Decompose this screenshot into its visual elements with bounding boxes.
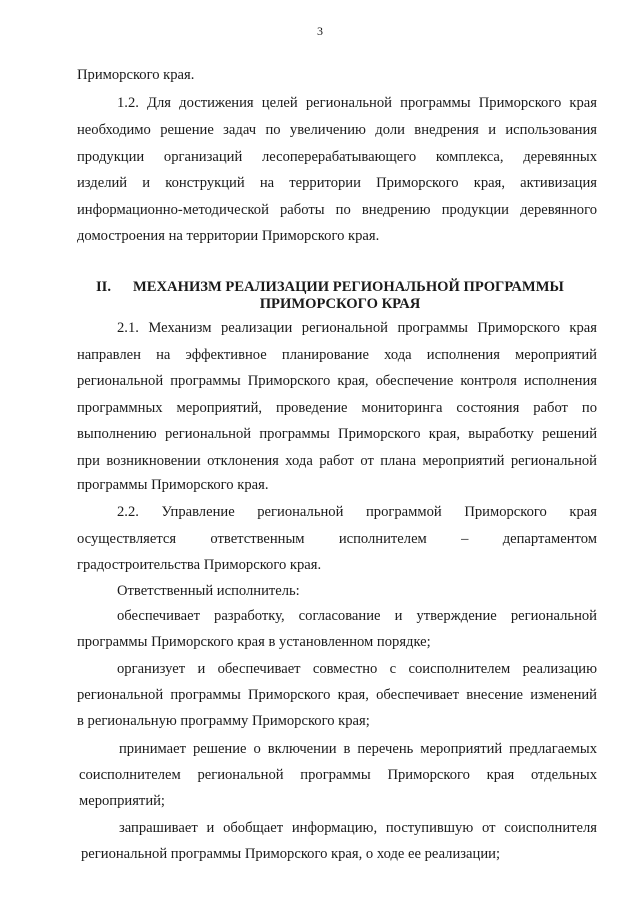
text-line: соисполнителем региональной программы Приморского края отдельных: [79, 767, 597, 783]
text-line: мероприятий;: [79, 793, 165, 809]
section-heading-line-2: ПРИМОРСКОГО КРАЯ: [259, 296, 421, 312]
text-line: направлен на эффективное планирование хода исполнения мероприятий: [77, 347, 597, 363]
text-line: необходимо решение задач по увеличению доли внедрения и использования: [77, 122, 597, 138]
section-number: II.: [96, 279, 112, 295]
text-line: программы Приморского края в установленном порядке;: [77, 634, 431, 650]
text-line: продукции организаций лесоперерабатывающего комплекса, деревянных: [77, 149, 597, 165]
text-line: Ответственный исполнитель:: [117, 583, 300, 599]
text-line: запрашивает и обобщает информацию, поступившую от соисполнителя: [119, 820, 597, 836]
text-line: в региональную программу Приморского края;: [77, 713, 370, 729]
text-line: региональной программы Приморского края, о ходе ее реализации;: [81, 846, 501, 862]
text-line: 2.2. Управление региональной программой Приморского края: [117, 504, 597, 520]
text-line: Приморского края.: [77, 67, 195, 83]
text-line: региональной программы Приморского края, обеспечение контроля исполнения: [77, 373, 597, 389]
page-number: 3: [317, 24, 323, 38]
text-line: принимает решение о включении в перечень мероприятий предлагаемых: [119, 741, 597, 757]
text-line: изделий и конструкций на территории Приморского края, активизация: [77, 175, 597, 191]
text-line: при возникновении отклонения хода работ от плана мероприятий региональной: [77, 453, 597, 469]
text-line: программы Приморского края.: [77, 477, 269, 493]
section-heading-line-1: МЕХАНИЗМ РЕАЛИЗАЦИИ РЕГИОНАЛЬНОЙ ПРОГРАММЫ: [133, 279, 564, 295]
text-line: градостроительства Приморского края.: [77, 557, 322, 573]
text-line: выполнению региональной программы Приморского края, выработку решений: [77, 426, 597, 442]
text-line: осуществляется ответственным исполнителем – департаментом: [77, 531, 597, 547]
text-line: программных мероприятий, проведение мониторинга состояния работ по: [77, 400, 597, 416]
text-line: региональной программы Приморского края, обеспечивает внесение изменений: [77, 687, 597, 703]
text-line: 2.1. Механизм реализации региональной программы Приморского края: [117, 320, 597, 336]
text-line: информационно-методической работы по внедрению продукции деревянного: [77, 202, 597, 218]
text-line: домостроения на территории Приморского края.: [77, 228, 380, 244]
text-line: обеспечивает разработку, согласование и утверждение региональной: [117, 608, 597, 624]
text-line: организует и обеспечивает совместно с соисполнителем реализацию: [117, 661, 597, 677]
text-line: 1.2. Для достижения целей региональной программы Приморского края: [117, 95, 597, 111]
